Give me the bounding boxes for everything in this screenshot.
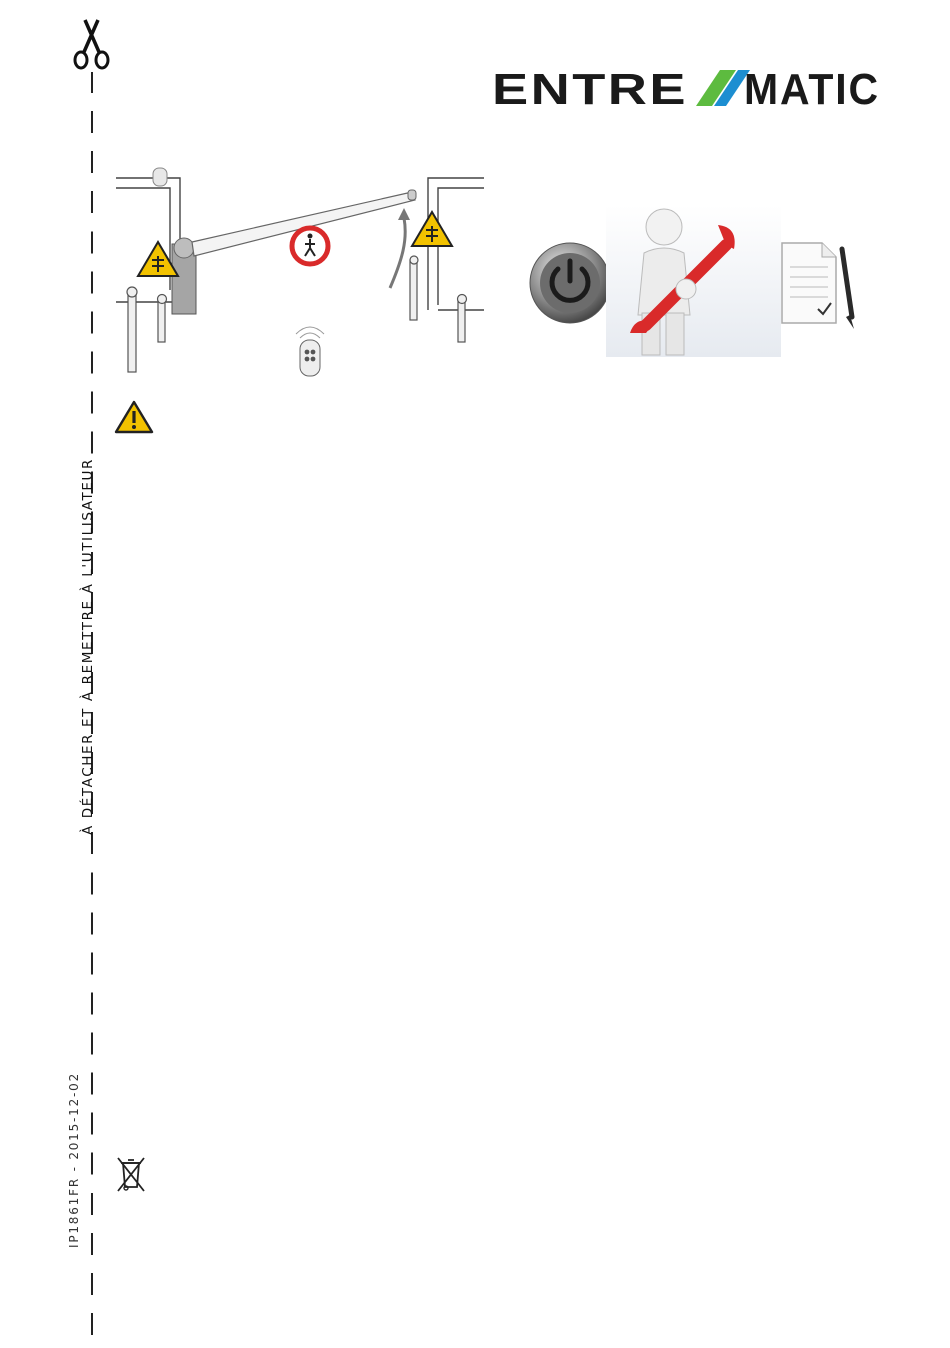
crossed-out-bin-icon [114,1155,148,1193]
document-reference: IP1861FR - 2015-12-02 [67,1071,81,1248]
detach-instruction: À DÉTACHER ET À REMETTRE À L'UTILISATEUR [80,458,96,835]
svg-text:MATIC: MATIC [744,66,880,110]
maintenance-icons [526,205,866,360]
remote-control-icon [296,327,324,376]
crushing-hazard-sign-right [412,212,452,246]
scissors-icon [72,18,112,70]
entrematic-logo [492,66,882,110]
maintenance-man-wrench-icon [606,205,781,357]
barrier-scene-illustration [112,160,492,385]
document-checklist-icon [782,243,854,329]
warning-triangle-icon [114,400,154,434]
svg-text:ENTRE: ENTRE [492,66,688,110]
power-button-icon [530,243,610,323]
